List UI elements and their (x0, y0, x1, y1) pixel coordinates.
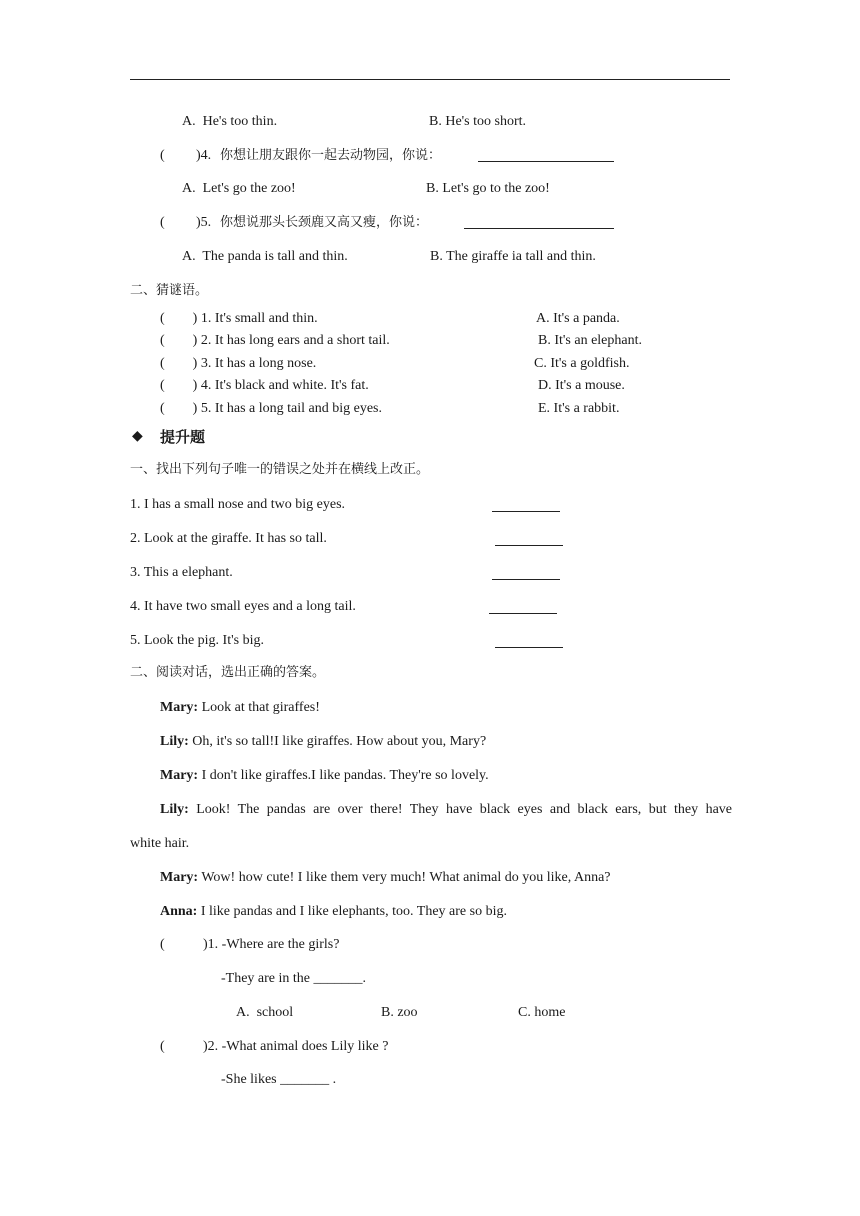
speaker-name: Mary: (160, 870, 199, 885)
q4-answer-blank[interactable] (478, 148, 614, 162)
dialogue-line (160, 903, 507, 921)
section2-heading: 二、阅读对话，选出正确的答案。 (130, 665, 326, 680)
q3-option-b: B. He's too short. (429, 114, 527, 129)
riddle-question: ( ) 1. It's small and thin. (160, 311, 318, 326)
speaker-name: Mary: (160, 700, 199, 715)
riddle-answer: D. It's a mouse. (538, 378, 625, 393)
speaker-name: Lily: (160, 802, 189, 817)
section1-heading: 一、找出下列句子唯一的错误之处并在横线上改正。 (130, 462, 430, 477)
dialogue-text: I don't like giraffes.I like pandas. They're so lovely. (198, 768, 489, 783)
correction-blank[interactable] (492, 566, 560, 580)
header-rule (130, 79, 730, 80)
q5-paren: ( (160, 215, 165, 230)
riddles-heading: 二、猜谜语。 (130, 283, 209, 298)
q5-number: )5. (196, 215, 212, 230)
choice-option: B. zoo (381, 1005, 418, 1020)
dialogue-line (160, 699, 320, 717)
speaker-name: Anna: (160, 904, 198, 919)
correction-blank[interactable] (489, 600, 557, 614)
riddle-answer: A. It's a panda. (536, 311, 620, 326)
question-paren: ( (160, 1039, 165, 1054)
choice-option: C. home (518, 1005, 566, 1020)
speaker-name: Mary: (160, 768, 199, 783)
q5-prompt: 你想说那头长颈鹿又高又瘦，你说： (220, 215, 429, 230)
speaker-name: Lily: (160, 734, 189, 749)
dialogue-line (160, 767, 489, 785)
riddle-answer: B. It's an elephant. (538, 333, 642, 348)
error-sentence: 4. It have two small eyes and a long tail. (130, 599, 356, 614)
diamond-bullet-icon: ◆ (132, 429, 143, 444)
reading-question: )1. -Where are the girls? (203, 937, 340, 952)
reading-question: )2. -What animal does Lily like ? (203, 1039, 389, 1054)
riddle-question: ( ) 5. It has a long tail and big eyes. (160, 401, 383, 416)
riddle-answer: C. It's a goldfish. (534, 356, 630, 371)
question-paren: ( (160, 937, 165, 952)
dialogue-text: Wow! how cute! I like them very much! What animal do you like, Anna? (198, 870, 611, 885)
reading-answer-line: -They are in the _______. (221, 971, 367, 986)
error-sentence: 1. I has a small nose and two big eyes. (130, 497, 346, 512)
dialogue-continuation: white hair. (130, 836, 190, 851)
q4-option-b: B. Let's go to the zoo! (426, 181, 550, 196)
q4-paren: ( (160, 148, 165, 163)
dialogue-text: Oh, it's so tall!I like giraffes. How about you, Mary? (188, 734, 487, 749)
riddle-question: ( ) 3. It has a long nose. (160, 356, 317, 371)
error-sentence: 3. This a elephant. (130, 565, 233, 580)
riddle-question: ( ) 2. It has long ears and a short tail. (160, 333, 390, 348)
choice-option: A. school (236, 1005, 294, 1020)
riddle-question: ( ) 4. It's black and white. It's fat. (160, 378, 369, 393)
q4-number: )4. (196, 148, 212, 163)
q5-option-a: A. The panda is tall and thin. (182, 249, 348, 264)
q4-prompt: 你想让朋友跟你一起去动物园，你说： (220, 148, 442, 163)
q5-answer-blank[interactable] (464, 215, 614, 229)
correction-blank[interactable] (495, 634, 563, 648)
q5-option-b: B. The giraffe ia tall and thin. (430, 249, 596, 264)
advanced-title: 提升题 (160, 428, 206, 446)
dialogue-text: I like pandas and I like elephants, too. They are so big. (197, 904, 507, 919)
dialogue-line (160, 801, 732, 819)
correction-blank[interactable] (495, 532, 563, 546)
reading-answer-line: -She likes _______ . (221, 1072, 337, 1087)
error-sentence: 2. Look at the giraffe. It has so tall. (130, 531, 327, 546)
riddle-answer: E. It's a rabbit. (538, 401, 620, 416)
error-sentence: 5. Look the pig. It's big. (130, 633, 264, 648)
correction-blank[interactable] (492, 498, 560, 512)
q3-option-a: A. He's too thin. (182, 114, 278, 129)
dialogue-line (160, 733, 486, 751)
q4-option-a: A. Let's go the zoo! (182, 181, 296, 196)
dialogue-text: Look! The pandas are over there! They have black eyes and black ears, but they have (188, 802, 732, 817)
dialogue-line (160, 869, 611, 887)
dialogue-text: Look at that giraffes! (198, 700, 320, 715)
